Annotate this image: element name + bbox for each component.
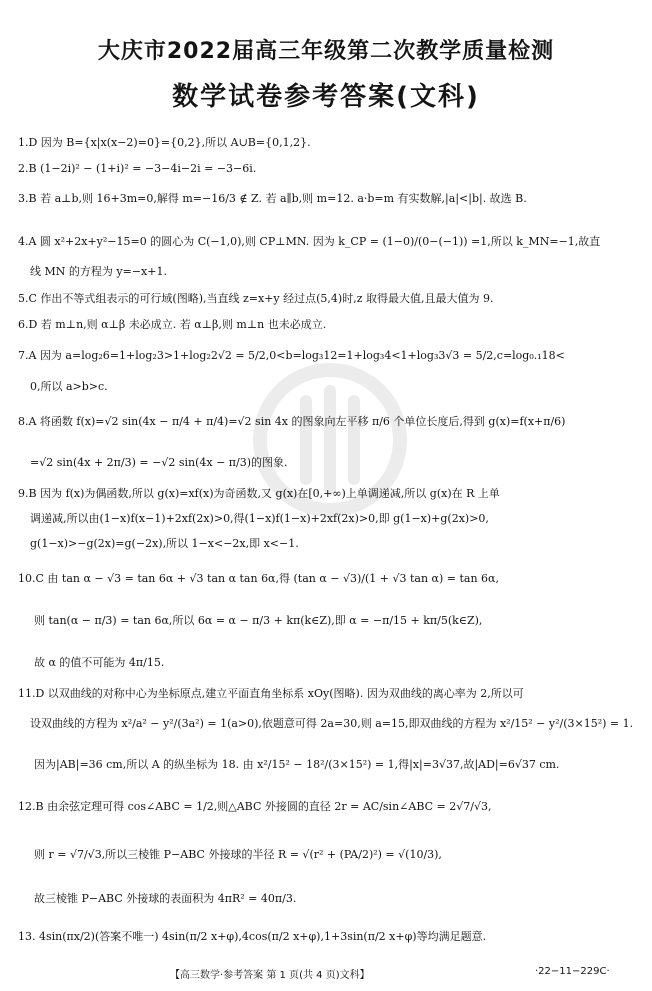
answer-10-line-2: 则 tan(α − π/3) = tan 6α,所以 6α = α − π/3 + kπ(k∈Z),即 α = −π/15 + kπ/5(k∈Z),	[34, 614, 483, 627]
answer-7-line-2: 0,所以 a>b>c.	[30, 380, 108, 393]
answer-8-line-2: =√2 sin(4x + 2π/3) = −√2 sin(4x − π/3)的图象.	[30, 456, 288, 469]
answer-10-line-3: 故 α 的值不可能为 4π/15.	[34, 656, 165, 669]
page-footer-info: 【高三数学·参考答案 第 1 页(共 4 页)文科】	[170, 970, 370, 981]
answer-4-line-1: 4.A 圆 x²+2x+y²−15=0 的圆心为 C(−1,0),则 CP⊥MN. 因为 k_CP = (1−0)/(0−(−1)) =1,所以 k_MN=−1,故直	[18, 235, 601, 248]
document-subtitle: 数学试卷参考答案(文科)	[172, 82, 480, 112]
answer-12-line-3: 故三棱锥 P−ABC 外接球的表面积为 4πR² = 40π/3.	[34, 892, 297, 905]
answer-5-line-1: 5.C 作出不等式组表示的可行域(图略),当直线 z=x+y 经过点(5,4)时,z 取得最大值,且最大值为 9.	[18, 292, 494, 305]
answer-6-line-1: 6.D 若 m⊥n,则 α⊥β 未必成立. 若 α⊥β,则 m⊥n 也未必成立.	[18, 318, 327, 331]
answer-1-line-1: 1.D 因为 B={x|x(x−2)=0}={0,2},所以 A∪B={0,1,2}.	[18, 136, 311, 149]
answer-3-line-1: 3.B 若 a⊥b,则 16+3m=0,解得 m=−16/3 ∉ Z. 若 a∥b,则 m=12. a·b=m 有实数解,|a|<|b|. 故选 B.	[18, 192, 527, 205]
answer-9-line-3: g(1−x)>−g(2x)=g(−2x),所以 1−x<−2x,即 x<−1.	[30, 537, 299, 550]
answer-2-line-1: 2.B (1−2i)² − (1+i)² = −3−4i−2i = −3−6i.	[18, 162, 257, 175]
answer-11-line-1: 11.D 以双曲线的对称中心为坐标原点,建立平面直角坐标系 xOy(图略). 因为双曲线的离心率为 2,所以可	[18, 687, 524, 700]
answer-12-line-2: 则 r = √7/√3,所以三棱锥 P−ABC 外接球的半径 R = √(r² + (PA/2)²) = √(10/3),	[34, 848, 442, 861]
answer-8-line-1: 8.A 将函数 f(x)=√2 sin(4x − π/4 + π/4)=√2 sin 4x 的图象向左平移 π/6 个单位长度后,得到 g(x)=f(x+π/6)	[18, 415, 566, 428]
answer-9-line-2: 调递减,所以由(1−x)f(x−1)+2xf(2x)>0,得(1−x)f(1−x)+2xf(2x)>0,即 g(1−x)+g(2x)>0,	[30, 512, 489, 525]
answer-13-line-1: 13. 4sin(πx/2)(答案不唯一) 4sin(π/2 x+φ),4cos(π/2 x+φ),1+3sin(π/2 x+φ)等均满足题意.	[18, 930, 487, 943]
answer-12-line-1: 12.B 由余弦定理可得 cos∠ABC = 1/2,则△ABC 外接圆的直径 2r = AC/sin∠ABC = 2√7/√3,	[18, 800, 492, 813]
answer-9-line-1: 9.B 因为 f(x)为偶函数,所以 g(x)=xf(x)为奇函数,又 g(x)在[0,+∞)上单调递减,所以 g(x)在 R 上单	[18, 487, 500, 500]
answer-11-line-3: 因为|AB|=36 cm,所以 A 的纵坐标为 18. 由 x²/15² − 18²/(3×15²) = 1,得|x|=3√37,故|AD|=6√37 cm.	[34, 758, 560, 771]
answer-11-line-2: 设双曲线的方程为 x²/a² − y²/(3a²) = 1(a>0),依题意可得 2a=30,则 a=15,即双曲线的方程为 x²/15² − y²/(3×15²) = 1.	[30, 717, 634, 730]
answer-7-line-1: 7.A 因为 a=log₂6=1+log₂3>1+log₂2√2 = 5/2,0<b=log₃12=1+log₃4<1+log₃3√3 = 5/2,c=log₀.₁18<	[18, 349, 565, 362]
document-title: 大庆市2022届高三年级第二次教学质量检测	[97, 39, 555, 64]
answer-4-line-2: 线 MN 的方程为 y=−x+1.	[30, 265, 167, 278]
page-footer-code: ·22−11−229C·	[535, 966, 610, 977]
answer-10-line-1: 10.C 由 tan α − √3 = tan 6α + √3 tan α tan 6α,得 (tan α − √3)/(1 + √3 tan α) = tan 6α,	[18, 572, 499, 585]
